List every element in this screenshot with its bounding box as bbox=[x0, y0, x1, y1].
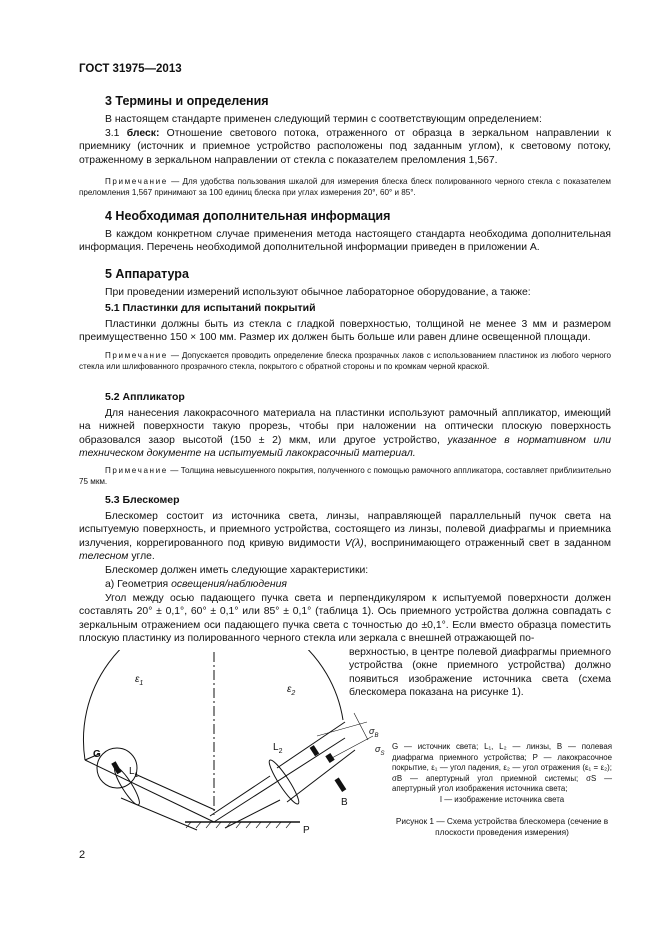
note-label: Примечание bbox=[105, 466, 168, 475]
label-sigma-s: σ bbox=[375, 744, 381, 754]
svg-text:ε2 bbox=[287, 684, 295, 697]
definition-3-1 bbox=[79, 127, 611, 167]
label-l1-sub: 1 bbox=[134, 772, 139, 779]
section-5-3-text bbox=[79, 510, 611, 564]
section-5-intro: При проведении измерений используют обычное лабораторное оборудование, а также: bbox=[105, 287, 531, 298]
label-sigma-b-sub: B bbox=[374, 733, 379, 739]
figure-legend bbox=[392, 742, 612, 805]
label-g: G bbox=[93, 749, 101, 760]
note-text: — Толщина невысушенного покрытия, полученного с помощью рамочного аппликатора, составляет приблизительно 75 мкм. bbox=[79, 466, 612, 486]
section-4-title: 4 Необходимая дополнительная информация bbox=[105, 209, 391, 223]
note-text: — Допускается проводить определение блеска прозрачных лаков с использованием пластинок из любого черного стекла или шлифованного прозрачного стекла, покрытого с обратной стороны и по кромкам черной краской. bbox=[79, 351, 611, 371]
page-number: 2 bbox=[79, 849, 86, 861]
section-4-text: В каждом конкретном случае применения метода настоящего стандарта необходима дополнительная информация. Перечень необходимой дополнительной информации приведен в приложении А. bbox=[79, 229, 611, 254]
incident-beam-lower bbox=[121, 798, 197, 830]
label-sigma-s-sub: S bbox=[380, 751, 385, 757]
label-l2-sub: 2 bbox=[278, 748, 283, 755]
section-5-title: 5 Аппаратура bbox=[105, 267, 189, 281]
definition-term: блеск: bbox=[126, 128, 160, 139]
text-run: а) Геометрия bbox=[105, 579, 169, 590]
field-diaphragm-upper bbox=[310, 745, 320, 756]
document-header: ГОСТ 31975—2013 bbox=[79, 63, 182, 75]
legend-text: G — источник света; L₁, L₂ — линзы, B — полевая диафрагма приемного устройства; P — лакокрасочное покрытие, ε₁ — угол падения, ε₂ — угол отражения (ε₁ = ε₂); σB — апертурный угол приемной системы; σS — апертурный угол изображения источника света; bbox=[392, 742, 612, 793]
section-5-1-title: 5.1 Пластинки для испытаний покрытий bbox=[105, 302, 316, 314]
note-label: Примечание bbox=[105, 351, 168, 360]
measurement-arc bbox=[83, 650, 343, 760]
section-5-3-title: 5.3 Блескомер bbox=[105, 494, 180, 506]
text-run-italic: освещения/наблюдения bbox=[171, 579, 287, 590]
definition-text: Отношение светового потока, отраженного от образца в зеркальном направлении к приемнику (источник и приемное устройство расположены под заданным углом), к световому потоку, отраженному в зеркальном направлении от стекла с показателем преломления 1,567. bbox=[79, 128, 611, 166]
filament bbox=[111, 761, 121, 774]
label-e1: ε bbox=[135, 674, 140, 685]
text-run: , воспринимающего отраженный свет в заданном bbox=[363, 537, 611, 549]
field-diaphragm-lower bbox=[335, 777, 347, 791]
label-sigma-b: σ bbox=[369, 726, 375, 736]
label-e2: ε bbox=[287, 684, 292, 695]
geometry-text-continued: верхностью, в центре полевой диафрагмы приемного устройства (окне приемного устройства) должно появиться изображение источника света (схема блескомера показана на рисунке 1). bbox=[349, 647, 611, 699]
note-label: Примечание bbox=[105, 177, 168, 186]
section-3-intro: В настоящем стандарте применен следующий термин с соответствующим определением: bbox=[105, 114, 542, 125]
source-image bbox=[325, 753, 334, 763]
label-e2-sub: 2 bbox=[291, 690, 296, 697]
svg-text:G bbox=[93, 749, 101, 760]
section-5-2-title: 5.2 Аппликатор bbox=[105, 391, 185, 403]
definition-number: 3.1 bbox=[105, 128, 120, 139]
geometry-text: Угол между осью падающего пучка света и перпендикуляром к испытуемой поверхности должен составлять 20° ± 0,1°, 60° ± 0,1° или 85° ± 0,1° (таблица 1). Ось приемного устройства должна совпадать с зеркальным отражением оси падающего пучка света с точностью до ±0,1°. Если вместо образца поместить плоскую пластинку из полированного черного стекла или зеркала с внешней отражающей по- bbox=[79, 593, 611, 645]
label-p: P bbox=[303, 825, 310, 836]
label-l1: L bbox=[129, 766, 135, 777]
label-e1-sub: 1 bbox=[139, 680, 144, 687]
label-l2: L bbox=[273, 742, 279, 753]
gloss-meter-diagram bbox=[55, 650, 395, 845]
text-run-italic: телесном bbox=[79, 551, 129, 563]
section-5-2-note bbox=[79, 465, 611, 487]
section-3-note bbox=[79, 176, 611, 198]
label-b: B bbox=[341, 797, 348, 808]
item-a bbox=[79, 578, 611, 591]
section-5-1-note bbox=[79, 350, 611, 372]
svg-text:ε1 bbox=[135, 674, 143, 687]
svg-text:B bbox=[341, 797, 348, 808]
text-run: Для нанесения лакокрасочного материала на пластинки используют рамочный аппликатор, имеющий на нижней поверхности такую прорезь, чтобы при наложении на оптически плоскую поверхность образовался зазор высотой (150 ± 2) мкм, или другое устройство, bbox=[79, 408, 611, 446]
note-text: — Для удобства пользования шкалой для измерения блеска блеск полированного черного стекла с показателем преломления 1,567 принимают за 100 единиц блеска при углах измерения 20°, 60° и 85°. bbox=[79, 177, 611, 197]
lens-l2 bbox=[266, 757, 303, 806]
svg-text:σS bbox=[375, 744, 384, 757]
section-5-2-text bbox=[79, 407, 611, 461]
incident-axis bbox=[85, 760, 214, 822]
text-run: угле. bbox=[131, 551, 155, 563]
text-run: Блескомер состоит из источника света, линзы, направляющей параллельный пучок света на испытуемую поверхность, и приемного устройства, состоящего из линзы, полевой диафрагмы и приемника излучения, коррегированного под кривую видимости bbox=[79, 511, 611, 549]
svg-text:P bbox=[303, 825, 310, 836]
legend-last-line: I — изображение источника света bbox=[439, 794, 565, 804]
text-run-italic: V(λ) bbox=[344, 537, 364, 549]
requirements-intro: Блескомер должен иметь следующие характеристики: bbox=[105, 565, 369, 576]
section-3-title: 3 Термины и определения bbox=[105, 94, 269, 108]
text-run-italic: указанное в нормативном или техническом документе на испытуемый лакокрасочный материал. bbox=[79, 434, 611, 460]
incident-beam-upper bbox=[135, 774, 215, 810]
svg-text:L2 bbox=[273, 742, 283, 755]
reflected-beam-lower bbox=[225, 800, 280, 828]
section-5-1-text: Пластинки должны быть из стекла с гладкой поверхностью, толщиной не менее 3 мм и размером преимущественно 150 × 100 мм. Размер их должен быть больше или равен длине освещенной площади. bbox=[79, 319, 611, 344]
figure-caption: Рисунок 1 — Схема устройства блескомера (сечение в плоскости проведения измерения) bbox=[395, 816, 609, 837]
